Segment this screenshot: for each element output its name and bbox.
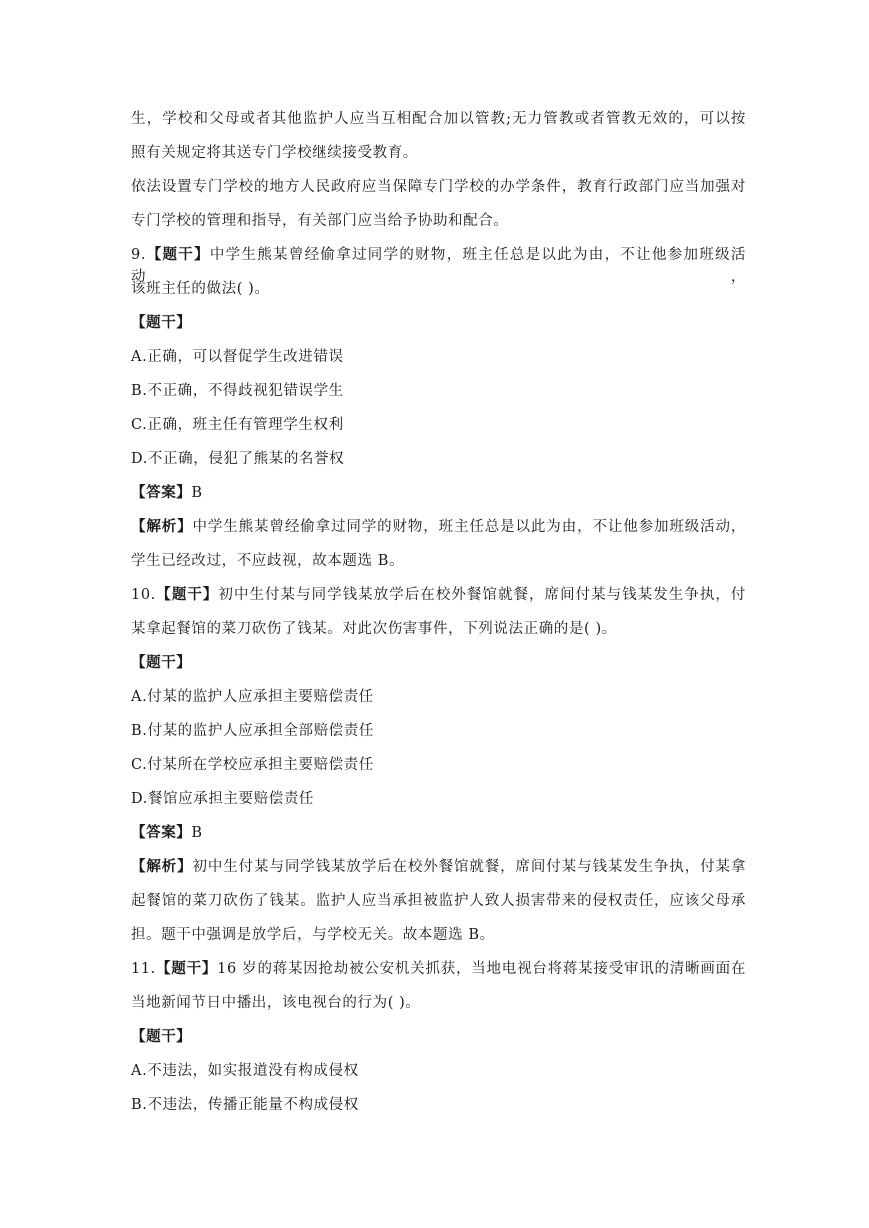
text-line [131, 176, 746, 210]
line-text: 起餐馆的菜刀砍伤了钱某。监护人应当承担被监护人致人损害带来的侵权责任，应该父母承 [131, 893, 746, 909]
document-body [131, 108, 746, 1128]
text-line [131, 754, 746, 788]
line-text: 依法设置专门学校的地方人民政府应当保障专门学校的办学条件，教育行政部门应当加强对 [131, 179, 746, 195]
text-line [131, 958, 746, 992]
text-line [131, 380, 746, 414]
text-line [131, 584, 746, 618]
line-text: 初中生付某与同学钱某放学后在校外餐馆就餐，席间付某与钱某发生争执，付 [218, 587, 746, 603]
line-text: 中学生熊某曾经偷拿过同学的财物，班主任总是以此为由，不让他参加班级活动， [131, 247, 746, 285]
line-text: B.不违法，传播正能量不构成侵权 [131, 1097, 359, 1113]
text-line [131, 1094, 746, 1128]
text-line [131, 924, 746, 958]
line-text: A.不违法，如实报道没有构成侵权 [131, 1063, 359, 1079]
question-number: 11. [131, 961, 156, 977]
line-text: C.付某所在学校应承担主要赔偿责任 [131, 757, 374, 773]
line-text: C.正确，班主任有管理学生权利 [131, 417, 344, 433]
text-line [131, 890, 746, 924]
line-text: A.正确，可以督促学生改进错误 [131, 349, 344, 365]
line-text: 照有关规定将其送专门学校继续接受教育。 [131, 145, 418, 161]
section-tag: 【解析】 [131, 518, 193, 535]
text-line [131, 652, 746, 686]
line-text: 某拿起餐馆的菜刀砍伤了钱某。对此次伤害事件，下列说法正确的是( )。 [131, 621, 617, 637]
section-tag: 【答案】 [131, 484, 192, 501]
question-number: 10. [131, 587, 156, 603]
line-text: B [191, 485, 203, 501]
line-text: B.不正确，不得歧视犯错误学生 [131, 383, 344, 399]
line-text: 初中生付某与同学钱某放学后在校外餐馆就餐，席间付某与钱某发生争执，付某拿 [192, 859, 746, 875]
line-text: B [191, 825, 203, 841]
line-text: 生，学校和父母或者其他监护人应当互相配合加以管教;无力管教或者管教无效的，可以按 [131, 111, 746, 127]
text-line [131, 448, 746, 482]
text-line [131, 788, 746, 822]
text-line [131, 244, 746, 285]
text-line [131, 142, 746, 176]
text-line [131, 108, 746, 142]
text-line [131, 414, 746, 448]
line-text: 担。题干中强调是放学后，与学校无关。故本题选 B。 [131, 927, 495, 943]
text-line [131, 822, 746, 856]
line-text: B.付某的监护人应承担全部赔偿责任 [131, 723, 374, 739]
text-line [131, 992, 746, 1026]
section-tag: 【题干】 [155, 960, 218, 977]
section-tag: 【题干】 [131, 314, 192, 331]
line-text: 专门学校的管理和指导，有关部门应当给予协助和配合。 [131, 213, 509, 229]
line-text: D.餐馆应承担主要赔偿责任 [131, 791, 315, 807]
line-text: D.不正确，侵犯了熊某的名誉权 [131, 451, 345, 467]
section-tag: 【答案】 [131, 824, 192, 841]
line-text: A.付某的监护人应承担主要赔偿责任 [131, 689, 374, 705]
line-text: 学生已经改过，不应歧视，故本题选 B。 [131, 553, 405, 569]
text-line [131, 482, 746, 516]
section-tag: 【题干】 [131, 654, 192, 671]
line-text: 中学生熊某曾经偷拿过同学的财物，班主任总是以此为由，不让他参加班级活动， [192, 519, 746, 535]
section-tag: 【题干】 [131, 1028, 192, 1045]
text-line [131, 516, 746, 550]
text-line [131, 856, 746, 890]
text-line [131, 210, 746, 244]
line-text: 当地新闻节日中播出，该电视台的行为( )。 [131, 995, 421, 1011]
text-line [131, 1026, 746, 1060]
section-tag: 【解析】 [131, 858, 193, 875]
text-line [131, 550, 746, 584]
section-tag: 【题干】 [155, 586, 219, 603]
question-number: 9. [131, 247, 147, 263]
line-text: 16 岁的蒋某因抢劫被公安机关抓获，当地电视台将蒋某接受审讯的清晰画面在 [217, 961, 746, 977]
text-line [131, 312, 746, 346]
line-text: 该班主任的做法( )。 [131, 281, 270, 297]
text-line [131, 686, 746, 720]
text-line [131, 720, 746, 754]
text-line [131, 346, 746, 380]
section-tag: 【题干】 [146, 246, 210, 263]
text-line [131, 1060, 746, 1094]
text-line [131, 618, 746, 652]
